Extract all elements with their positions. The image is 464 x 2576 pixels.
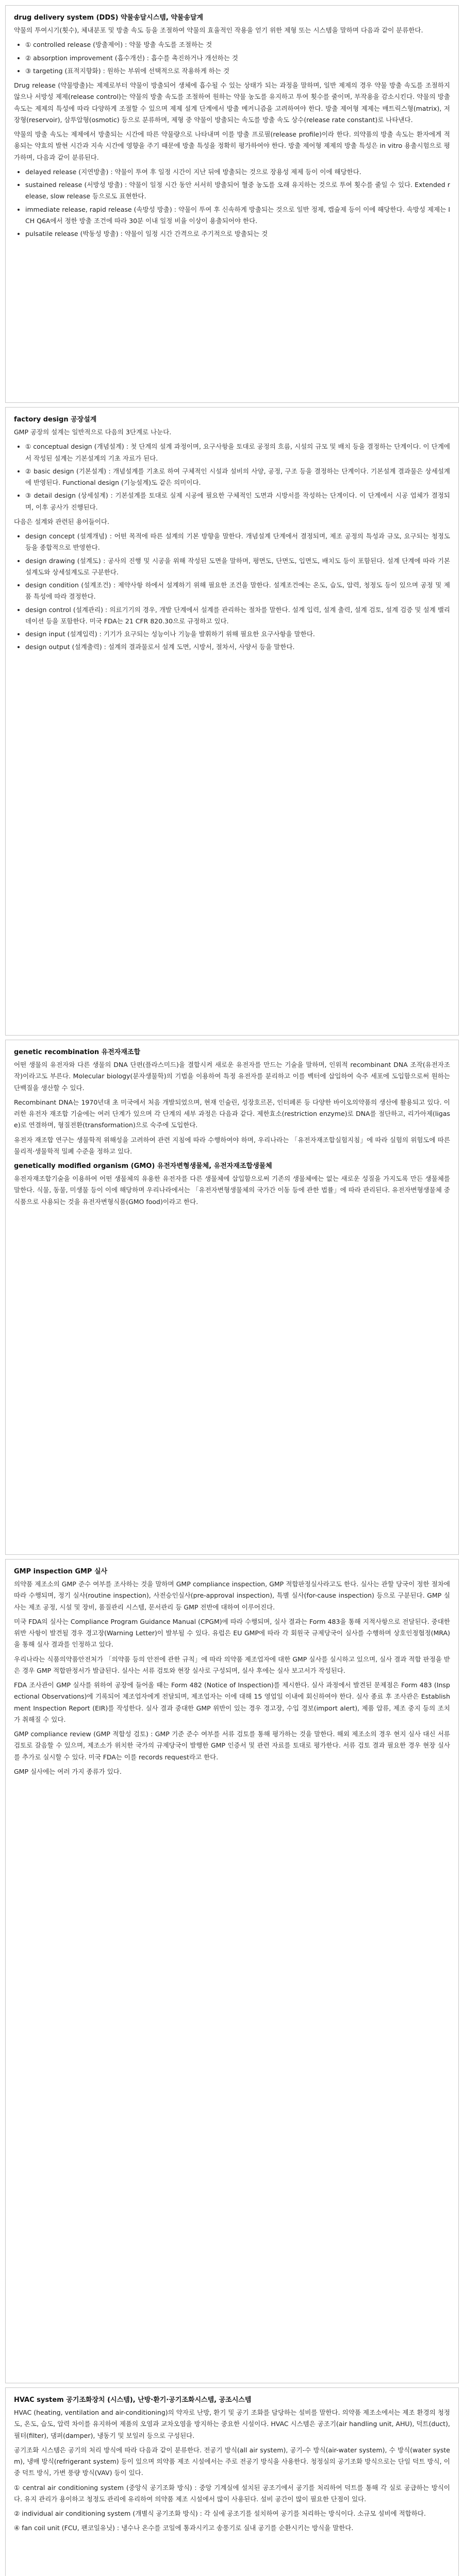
section-factory-design [5,407,459,1036]
bullet-list [14,531,450,653]
paragraph: GMP compliance review (GMP 적합성 검토) : GMP 기준 준수 여부를 서류 검토를 통해 평가하는 것을 말한다. 해외 제조소의 경우 현지 실사 대신 서류 검토로 갈음할 수 있으며, 제조소가 위치한 국가의 규제당국이 발행한 GMP 인증서 및 관련 자료를 토대로 평가한다. 서류 검토 결과 필요한 경우 현장 실사를 추가로 실시할 수 있다. 미국 FDA는 이를 records request라고 한다. [14,1730,450,1761]
paragraph: GMP 실사에는 여러 가지 종류가 있다. [14,1767,122,1775]
paragraph: 공기조화 시스템은 공기의 처리 방식에 따라 다음과 같이 분류한다. 전공기 방식(all air system), 공기-수 방식(air-water system), 수 방식(water system), 냉매 방식(refrigerant system) 등이 있으며 의약품 제조 시설에서는 주로 전공기 방식을 사용한다. 청정실의 공기조화 방식으로는 단일 덕트 방식, 이중 덕트 방식, 가변 풍량 방식(VAV) 등이 있다. [14,2446,450,2477]
list-item: • design concept (설계개념) : 어떤 목적에 따른 설계의 기본 방향을 말한다. 개념설계 단계에서 결정되며, 제조 공정의 특성과 규모, 요구되는 청정도 등을 종합적으로 반영한다. [25,531,450,554]
paragraph: ④ fan coil unit (FCU, 팬코일유닛) : 냉수나 온수를 코일에 통과시키고 송풍기로 실내 공기를 순환시키는 방식을 말한다. [14,2524,354,2532]
paragraph: GMP 공장의 설계는 일반적으로 다음의 3단계로 나눈다. [14,428,172,436]
paragraph: FDA 조사관이 GMP 실사를 위하여 공장에 들어올 때는 Form 482 (Notice of Inspection)를 제시한다. 실사 과정에서 발견된 문제점은 Form 483 (Inspectional Observations)에 기록되어 제조업자에게 전달되며, 제조업자는 이에 대해 15 영업일 이내에 회신하여야 한다. 실사 종료 후 조사관은 Establishment Inspection Report (EIR)를 작성한다. 실사 결과 중대한 GMP 위반이 있는 경우 경고장, 수입 경보(import alert), 제품 압류, 제조 중지 등의 조치가 취해질 수 있다. [14,1681,450,1723]
bullet-list [14,39,450,77]
paragraph: 유전자 재조합 연구는 생물학적 위해성을 고려하여 관련 지침에 따라 수행하여야 하며, 우리나라는 「유전자재조합실험지침」에 따라 실험의 위험도에 따른 물리적·생물학적 밀폐 수준을 정하고 있다. [14,1136,450,1155]
list-item: • design control (설계관리) : 의료기기의 경우, 개발 단계에서 설계를 관리하는 절차를 말한다. 설계 입력, 설계 출력, 설계 검토, 설계 검증 및 설계 밸리데이션 등을 포함한다. 미국 FDA는 21 CFR 820.30으로 규정하고 있다. [25,604,450,628]
list-item: • pulsatile release (박동성 방출) : 약물이 일정 시간 간격으로 주기적으로 방출되는 것 [25,228,450,240]
list-item: • immediate release, rapid release (속방성 방출) : 약물이 투여 후 신속하게 방출되는 것으로 일반 정제, 캡슐제 등이 이에 해당한다. 속방성 제제는 ICH Q6A에서 정한 방출 조건에 따라 30분 이내 일정 비율 이상이 용출되어야 한다. [25,204,450,227]
paragraph: 약물의 투여시기(횟수), 체내분포 및 방출 속도 등을 조절하여 약물의 효율적인 작용을 얻기 위한 제형 또는 시스템을 말하며 다음과 같이 분류한다. [14,26,423,34]
term-heading: factory design 공장설계 [14,416,97,423]
paragraph: 약물의 방출 속도는 제제에서 방출되는 시간에 따른 약물량으로 나타내며 이를 방출 프로필(release profile)이라 한다. 의약품의 방출 속도는 환자에게 적용되는 약효의 발현 시간과 지속 시간에 영향을 주기 때문에 방출 특성을 정확히 평가하여야 한다. 방출 제어형 제제의 방출 특성은 in vitro 용출시험으로 평가하며, 다음과 같이 분류된다. [14,130,450,161]
paragraph: Recombinant DNA는 1970년대 초 미국에서 처음 개발되었으며, 현재 인슐린, 성장호르몬, 인터페론 등 다양한 바이오의약품의 생산에 활용되고 있다. 이러한 유전자 재조합 기술에는 여러 단계가 있으며 각 단계의 세부 과정은 다음과 같다. 제한효소(restriction enzyme)로 DNA를 절단하고, 리가아제(ligase)로 연결하며, 형질전환(transformation)으로 숙주에 도입한다. [14,1098,450,1129]
list-item: • ③ detail design (상세설계) : 기본설계를 토대로 실제 시공에 필요한 구체적인 도면과 시방서를 작성하는 단계이다. 이 단계에서 시공 업체가 결정되며, 이후 공사가 진행된다. [25,490,450,513]
paragraph: 어떤 생물의 유전자와 다른 생물의 DNA 단편(플라스미드)을 결합시켜 새로운 유전자를 만드는 기술을 말하며, 인위적 recombinant DNA 조작(유전자조작)이라고도 부른다. Molecular biology(분자생물학)의 기법을 이용하여 특정 유전자를 분리하고 이를 벡터에 삽입하여 숙주 세포에 도입함으로써 원하는 단백질을 생산할 수 있다. [14,1061,450,1092]
list-item: • sustained release (서방성 방출) : 약물이 일정 시간 동안 서서히 방출되어 혈중 농도를 오래 유지하는 것으로 투여 횟수를 줄일 수 있다. Extended release, slow release 등으로도 표현한다. [25,179,450,202]
list-item: • design drawing (설계도) : 공사의 진행 및 시공을 위해 작성된 도면을 말하며, 평면도, 단면도, 입면도, 배치도 등이 포함된다. 설계 단계에 따라 기본설계도와 상세설계도로 구분한다. [25,555,450,579]
term-heading: genetically modified organism (GMO) 유전자변형생물체, 유전자재조합생물체 [14,1162,272,1170]
term-heading: HVAC system 공기조화장치 (시스템), 난방·환기·공기조화시스템, 공조시스템 [14,2396,252,2404]
paragraph: ② individual air conditioning system (개별식 공기조화 방식) : 각 실에 공조기를 설치하여 공기를 처리하는 방식이다. 소규모 설비에 적합하다. [14,2510,426,2517]
term-heading: genetic recombination 유전자재조합 [14,1048,141,1056]
list-item: • ③ targeting (표적지향화) : 원하는 부위에 선택적으로 작용하게 하는 것 [25,65,450,77]
paragraph: 미국 FDA의 실사는 Compliance Program Guidance Manual (CPGM)에 따라 수행되며, 실사 결과는 Form 483을 통해 지적사항으로 전달된다. 중대한 위반 사항이 발견될 경우 경고장(Warning Letter)이 발부될 수 있다. 유럽은 EU GMP에 따라 각 회원국 규제당국이 실사를 수행하며 상호인정협정(MRA)을 통해 실사 결과를 인정하고 있다. [14,1617,450,1649]
paragraph: Drug release (약물방출)는 제제로부터 약물이 방출되어 생체에 흡수될 수 있는 상태가 되는 과정을 말하며, 일반 제제의 경우 약물 방출 속도를 조절하지 않으나 서방성 제제(release control)는 약물의 방출 속도를 조절하여 원하는 약물 농도를 유지하고 투여 횟수를 줄이며, 부작용을 감소시킨다. 약물의 방출 속도는 제제의 특성에 따라 다양하게 조절할 수 있으며 제제 설계 단계에서 방출 메커니즘을 고려하여야 한다. 방출 제어형 제제는 매트릭스형(matrix), 저장형(reservoir), 삼투압형(osmotic) 등으로 분류하며, 제형 중 약물이 방출되는 속도를 방출 속도 상수(release rate constant)로 나타낸다. [14,81,450,124]
section-genetic-recombination [5,1040,459,1555]
paragraph: HVAC (heating, ventilation and air-conditioning)의 약자로 난방, 환기 및 공기 조화를 담당하는 설비를 말한다. 의약품 제조소에서는 제조 환경의 청정도, 온도, 습도, 압력 차이를 유지하여 제품의 오염과 교차오염을 방지하는 중요한 시설이다. HVAC 시스템은 공조기(air handling unit, AHU), 덕트(duct), 필터(filter), 댐퍼(damper), 냉동기 및 보일러 등으로 구성된다. [14,2409,450,2439]
paragraph: 의약품 제조소의 GMP 준수 여부를 조사하는 것을 말하며 GMP compliance inspection, GMP 적합판정실사라고도 한다. 실사는 관할 당국이 정한 절차에 따라 수행되며, 정기 실사(routine inspection), 사전승인실사(pre-approval inspection), 특별 실사(for-cause inspection) 등으로 구분된다. GMP 실사는 제조 공정, 시설 및 장비, 품질관리 시스템, 문서관리 등 GMP 전반에 대하여 이루어진다. [14,1580,450,1611]
list-item: • ② absorption improvement (흡수개선) : 흡수를 촉진하거나 개선하는 것 [25,53,450,64]
paragraph: 유전자재조합기술을 이용하여 어떤 생물체의 유용한 유전자를 다른 생물체에 삽입함으로써 기존의 생물체에는 없는 새로운 성질을 가지도록 만든 생물체를 말한다. 식물, 동물, 미생물 등이 이에 해당하며 우리나라에서는 「유전자변형생물체의 국가간 이동 등에 관한 법률」에 따라 관리된다. 유전자변형생물체 중 식품으로 사용되는 것을 유전자변형식품(GMO food)이라고 한다. [14,1175,450,1206]
paragraph: 다음은 설계와 관련된 용어들이다. [14,517,109,526]
bullet-list [14,166,450,240]
term-heading: GMP inspection GMP 실사 [14,1568,108,1575]
list-item: • ① conceptual design (개념설계) : 첫 단계의 설계 과정이며, 요구사항을 토대로 공정의 흐름, 시설의 규모 및 배치 등을 결정하는 단계이다. 이 단계에서 작성된 설계는 기본설계의 기초 자료가 된다. [25,441,450,464]
paragraph: ① central air conditioning system (중앙식 공기조화 방식) : 중앙 기계실에 설치된 공조기에서 공기를 처리하여 덕트를 통해 각 실로 공급하는 방식이다. 유지 관리가 용이하고 청정도 관리에 유리하여 의약품 제조 시설에서 많이 사용된다. 설비 공간이 많이 필요한 단점이 있다. [14,2483,450,2503]
section-drug-delivery [5,5,459,403]
list-item: • ① controlled release (방출제어) : 약물 방출 속도를 조절하는 것 [25,39,450,50]
list-item: • delayed release (지연방출) : 약물이 투여 후 일정 시간이 지난 뒤에 방출되는 것으로 장용성 제제 등이 이에 해당한다. [25,166,450,178]
list-item: • design output (설계출력) : 설계의 결과물로서 설계 도면, 시방서, 절차서, 사양서 등을 말한다. [25,641,450,653]
paragraph: 우리나라는 식품의약품안전처가 「의약품 등의 안전에 관한 규칙」에 따라 의약품 제조업자에 대한 GMP 실사를 실시하고 있으며, 실사 결과 적합 판정을 받은 경우 GMP 적합판정서가 발급된다. 실사는 서류 검토와 현장 실사로 구성되며, 실사 후에는 실사 보고서가 작성된다. [14,1655,450,1674]
section-hvac-system [5,2387,459,2576]
list-item: • design condition (설계조건) : 제약사항 하에서 설계하기 위해 필요한 조건을 말한다. 설계조건에는 온도, 습도, 압력, 청정도 등이 있으며 공정 및 제품 특성에 따라 결정한다. [25,580,450,603]
term-heading: drug delivery system (DDS) 약물송달시스템, 약물송달계 [14,14,204,22]
list-item: • ② basic design (기본설계) : 개념설계를 기초로 하여 구체적인 시설과 설비의 사양, 공정, 구조 등을 결정하는 단계이다. 기본설계 결과물은 상세설계에 반영된다. Functional design (기능설계)도 같은 의미이다. [25,466,450,489]
section-gmp-inspection [5,1559,459,2383]
bullet-list [14,441,450,513]
list-item: • design input (설계입력) : 기기가 요구되는 성능이나 기능을 발휘하기 위해 필요한 요구사항을 말한다. [25,629,450,640]
